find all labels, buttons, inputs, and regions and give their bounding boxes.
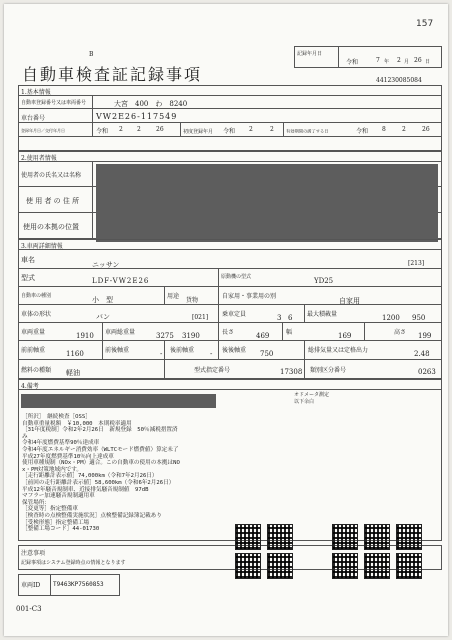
expiry-day: 26 [422, 126, 430, 133]
type-designation-label: 型式指定番号 [194, 367, 231, 374]
record-date-era: 令和 [346, 59, 359, 66]
private-business-label: 自家用・事業用の別 [222, 293, 277, 300]
remark-line: 平成27年度燃費基準10％向上達成車 [22, 453, 114, 460]
vehicle-id-label: 車両ID [21, 582, 41, 589]
first-reg-era: 令和 [96, 128, 109, 135]
qr-code [235, 553, 261, 579]
gross-weight-value: 3275 [156, 332, 174, 340]
remark-line: 令和4年度燃費基準90％達成車 [22, 440, 100, 447]
doc-letter: B [89, 51, 94, 58]
certificate-page: B 自動車検査証記録事項 157 記録年月日 令和 7 年 2 月 26 日 441230085084 1.基本情報 自動車登録番号又は車両番号 大宮 400 わ 8240 車台番号 VW2E26-117549 登録年月日／交付年月日 令和 2 2 26 初度登録年月 令和 2 2 有効期間の満了する日 令和 8 2 26 2.使用者情報 使用者の氏名又は名称 使 用 者 の 住 所 使用の本拠の位置 3.車両詳細情報 車名 ニッサン [213] 型式 LDF-VW2E26 原動機の型式 YD25 自動車の種別 小 型 用途 貨物 自家用・事業用の別 自家用 車体の形状 バン [021] 乗車定員 3 6 最大積載量 1200 950 車両重量 1910 車両総重量 3275 3190 長さ 469 幅 169 高さ 199 前前軸重 1160 前後軸重 - 後前軸重 - 後後軸重 750 総排気量又は定格出力 2.48 燃料の種類 軽油 型式指定番号 17308 類別区分番号 0263 4.備考 オドメータ測定 以下余白 ［所沢］ 継続検査［OSS］ 自動車重量税額 ￥10,000 本則税率適用 ［31年度税制］令和2年2月26日 新規登録 50％減税措置済 み 令和4年度燃費基準90％達成車 令和4年度エネルギー消費効率（WLTCモード燃費値）算定未了 平成27年度燃費基準10％向上達成車 使用車種規制（NOx・PM）適合。この自動車の使用の本拠はNO x・PM対策地域内です。 ［走行距離計表示値］74,000km（令和7年2月26日） ［前回の走行距離計表示値］58,600km（令和6年2月26日） 平成12年騒音規制車、近接排気騒音規制値 97dB マフラー加速騒音規制適用車 保管場所： ［変更等］指定整備車 ［検査時の点検整備実施状況］点検整備記録簿記載あり ［受検形態］指定整備工場 ［整備工場コード］44-01730 注意事項 記録事項はシステム登録時点の情報となります 車両ID T9463KP7560853 001-C3 [4, 4, 448, 636]
remark-line: 使用車種規制（NOx・PM）適合。この自動車の使用の本拠はNO [22, 460, 180, 467]
capacity-label: 乗車定員 [222, 311, 247, 318]
qr-code [235, 524, 261, 550]
redacted-user-info [96, 164, 438, 242]
remark-line: ［31年度税制］令和2年2月26日 新規登録 50％減税措置済 [22, 427, 178, 434]
qr-code [396, 553, 422, 579]
qr-code [267, 524, 293, 550]
maker-code: [213] [408, 260, 425, 267]
model-label: 型式 [21, 274, 35, 282]
first-reg-day: 26 [156, 126, 164, 133]
qr-code [364, 524, 390, 550]
expiry-year: 8 [382, 126, 386, 133]
maker-value: ニッサン [92, 261, 120, 269]
base-location-label: 使用の本拠の位置 [23, 223, 79, 231]
width-label: 幅 [286, 329, 293, 336]
gross-weight-label: 車両総重量 [105, 329, 136, 336]
vehicle-id-value: T9463KP7560853 [53, 581, 104, 588]
fuel-value: 軽油 [66, 369, 80, 377]
rf-axle-value: - [210, 350, 213, 358]
rr-axle-value: 750 [260, 350, 274, 358]
document-number: 441230085084 [376, 77, 422, 84]
remark-line: ［走行距離計表示値］74,000km（令和7年2月26日） [22, 473, 158, 480]
remark-line: ［整備工場コード］44-01730 [22, 526, 100, 533]
type-designation-value: 17308 [280, 368, 303, 376]
initial-reg-year: 2 [249, 126, 253, 133]
expiry-era: 令和 [356, 128, 369, 135]
remark-line: ［受検形態］指定整備工場 [22, 519, 90, 526]
first-reg-month: 2 [137, 126, 141, 133]
page-title: 自動車検査証記録事項 [22, 65, 203, 84]
initial-reg-era: 令和 [223, 128, 236, 135]
remainder-blank-note: 以下余白 [294, 399, 315, 405]
record-date-month: 2 [397, 57, 401, 64]
chassis-value: VW2E26-117549 [96, 112, 178, 121]
remark-line: 令和4年度エネルギー消費効率（WLTCモード燃費値）算定未了 [22, 447, 179, 453]
record-date-label: 記録年月日 [297, 51, 323, 57]
qr-code [364, 553, 390, 579]
initial-reg-month: 2 [270, 126, 274, 133]
width-value: 169 [338, 332, 352, 340]
use-label: 用途 [167, 293, 180, 300]
vehicle-weight-value: 1910 [76, 332, 94, 340]
max-load-sub: 950 [412, 314, 426, 322]
length-label: 長さ [222, 329, 235, 336]
category-label: 類別区分番号 [310, 367, 347, 374]
qr-code [332, 553, 358, 579]
max-load-label: 最大積載量 [307, 311, 338, 318]
redacted-remark [21, 394, 216, 408]
remark-line: 平成12年騒音規制車、近接排気騒音規制値 97dB [22, 486, 149, 493]
chassis-label: 車台番号 [21, 115, 46, 122]
remark-line: ［所沢］ 継続検査［OSS］ [22, 414, 91, 420]
engine-value: YD25 [314, 277, 334, 285]
fr-axle-value: - [160, 350, 163, 358]
handwritten-number: 157 [416, 19, 434, 29]
fuel-label: 燃料の種類 [21, 367, 52, 374]
remark-line: 自動車重量税額 ￥10,000 本則税率適用 [22, 420, 132, 427]
rr-axle-label: 後後軸重 [222, 347, 247, 354]
ff-axle-value: 1160 [66, 350, 84, 358]
vehicle-section-title: 3.車両詳細情報 [21, 243, 63, 250]
first-reg-year: 2 [119, 126, 123, 133]
remark-line: 保管場所： [22, 499, 50, 506]
engine-label: 原動機の型式 [221, 274, 252, 280]
body-shape-value: バン [96, 313, 110, 321]
remarks-section-title: 4.備考 [21, 383, 39, 390]
qr-code [396, 524, 422, 550]
gross-weight-sub: 3190 [182, 332, 200, 340]
expiry-month: 2 [402, 126, 406, 133]
length-value: 469 [256, 332, 270, 340]
user-name-label: 使用者の氏名又は名称 [21, 172, 82, 179]
use-value: 貨物 [186, 297, 199, 304]
private-business-value: 自家用 [339, 297, 360, 305]
displacement-value: 2.48 [414, 350, 430, 358]
first-reg-label: 登録年月日／交付年月日 [21, 128, 66, 134]
height-value: 199 [418, 332, 432, 340]
remark-line: x・PM対策地域内です。 [22, 466, 82, 473]
qr-code [332, 524, 358, 550]
expiry-label: 有効期間の満了する日 [286, 128, 329, 134]
footer-code: 001-C3 [16, 605, 42, 613]
capacity-sub: 6 [288, 314, 293, 322]
remark-line: マフラー加速騒音規制適用車 [22, 493, 95, 500]
category-value: 0263 [418, 368, 436, 376]
qr-code [267, 553, 293, 579]
notes-label: 注意事項 [21, 550, 46, 557]
reg-number-label: 自動車登録番号又は車両番号 [21, 100, 87, 106]
ff-axle-label: 前前軸重 [21, 347, 46, 354]
record-date-year: 7 [376, 57, 380, 64]
body-shape-code: [021] [192, 314, 209, 321]
remark-line: み [22, 433, 28, 440]
initial-reg-label: 初度登録年月 [183, 129, 214, 135]
maker-label: 車名 [21, 256, 35, 264]
model-value: LDF-VW2E26 [92, 277, 150, 285]
remark-line: ［変更等］指定整備車 [22, 506, 78, 513]
record-date-day: 26 [414, 57, 422, 64]
rf-axle-label: 後前軸重 [170, 347, 195, 354]
basic-section-title: 1.基本情報 [21, 89, 51, 96]
reg-number-value: 大宮 400 わ 8240 [114, 100, 188, 108]
user-section-title: 2.使用者情報 [21, 155, 57, 162]
remark-line: ［前回の走行距離計表示値］58,600km（令和6年2月26日） [22, 480, 175, 486]
notes-text: 記録事項はシステム登録時点の情報となります [21, 560, 126, 566]
odometer-note: オドメータ測定 [294, 392, 329, 398]
remark-line: ［検査時の点検整備実施状況］点検整備記録簿記載あり [22, 513, 162, 519]
displacement-label: 総排気量又は定格出力 [308, 347, 369, 354]
vehicle-class-label: 自動車の種別 [21, 293, 52, 299]
vehicle-weight-label: 車両重量 [21, 329, 46, 336]
max-load-value: 1200 [382, 314, 400, 322]
fr-axle-label: 前後軸重 [105, 347, 130, 354]
vehicle-class-value: 小 型 [92, 296, 113, 304]
user-address-label: 使 用 者 の 住 所 [26, 197, 80, 205]
body-shape-label: 車体の形状 [21, 311, 52, 318]
height-label: 高さ [394, 329, 407, 336]
capacity-value: 3 [277, 314, 282, 322]
